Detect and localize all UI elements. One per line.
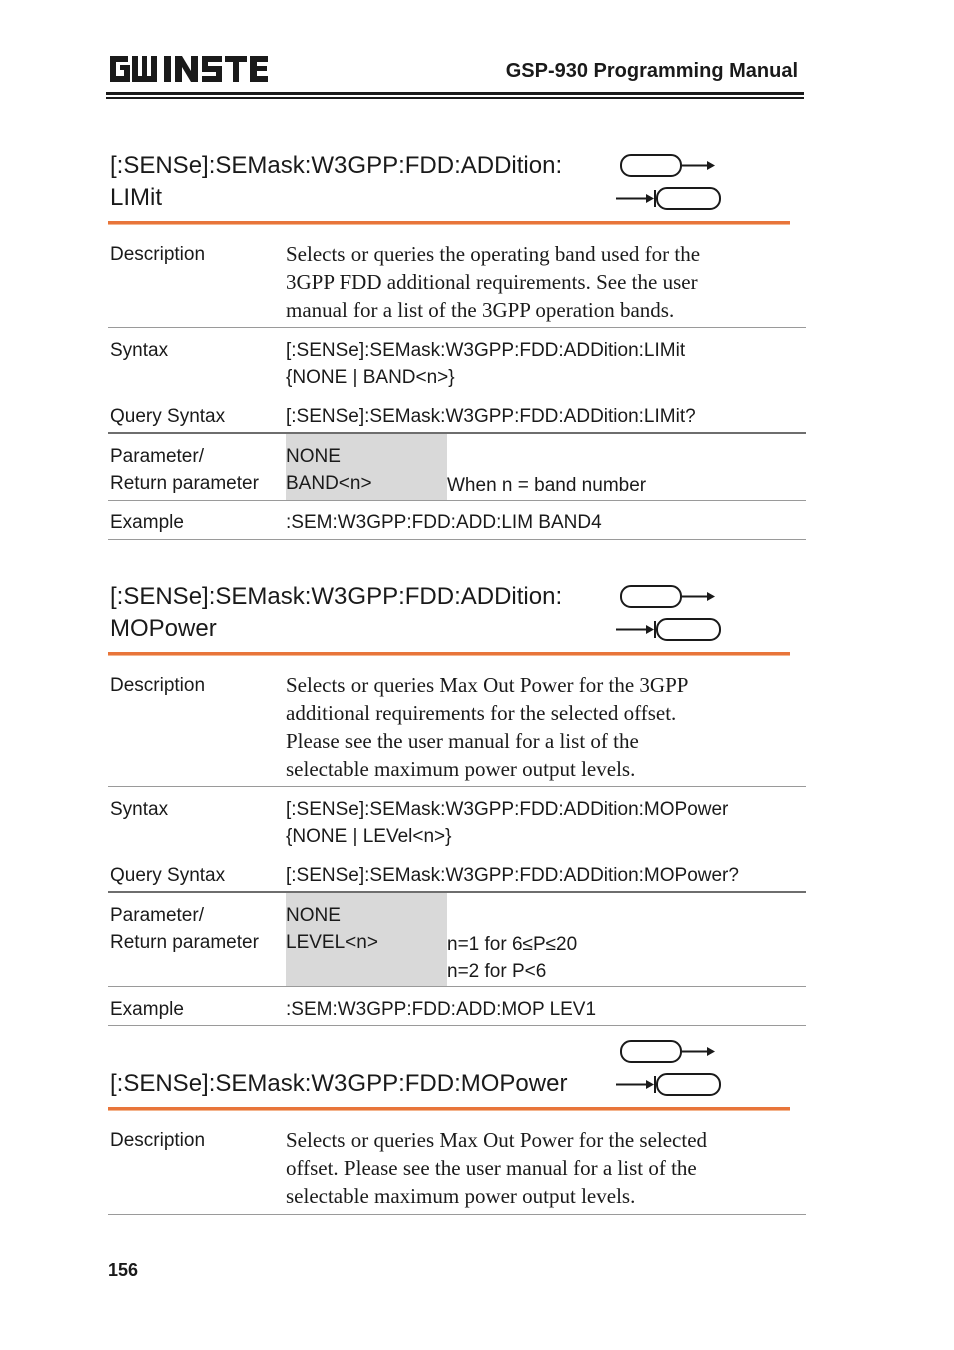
set-query-icon bbox=[614, 581, 724, 643]
parameter-values: NONE BAND<n> bbox=[286, 446, 372, 494]
row-divider bbox=[108, 1214, 806, 1215]
row-divider bbox=[108, 1025, 806, 1026]
example-label: Example bbox=[110, 999, 184, 1020]
parameter-label: Parameter/ Return parameter bbox=[110, 905, 259, 953]
query-command-icon bbox=[616, 1074, 720, 1095]
header-rule bbox=[106, 92, 804, 95]
parameter-label: Parameter/ Return parameter bbox=[110, 446, 259, 494]
parameter-note: n=1 for 6≤P≤20 n=2 for P<6 bbox=[447, 934, 578, 982]
command-title: [:SENSe]:SEMask:W3GPP:FDD:ADDition: LIMit bbox=[110, 152, 563, 211]
set-command-icon bbox=[621, 155, 715, 176]
example-label: Example bbox=[110, 512, 184, 533]
gw-instek-logo bbox=[108, 52, 280, 86]
row-divider bbox=[108, 786, 806, 787]
example-text: :SEM:W3GPP:FDD:ADD:MOP LEV1 bbox=[286, 999, 597, 1020]
set-query-icon bbox=[614, 1036, 724, 1098]
section-rule bbox=[108, 1107, 790, 1110]
row-divider bbox=[108, 986, 806, 987]
syntax-label: Syntax bbox=[110, 799, 169, 820]
header-rule-thin bbox=[106, 97, 804, 99]
description-label: Description bbox=[110, 244, 206, 265]
syntax-text: [:SENSe]:SEMask:W3GPP:FDD:ADDition:MOPower {NONE | LEVel<n>} bbox=[286, 799, 729, 847]
parameter-note: When n = band number bbox=[447, 475, 647, 496]
parameter-values: NONE LEVEL<n> bbox=[286, 905, 378, 953]
query-syntax-text: [:SENSe]:SEMask:W3GPP:FDD:ADDition:LIMit? bbox=[286, 406, 696, 427]
query-command-icon bbox=[616, 619, 720, 640]
command-title: [:SENSe]:SEMask:W3GPP:FDD:ADDition: MOPower bbox=[110, 583, 563, 642]
row-divider bbox=[108, 539, 806, 540]
row-divider bbox=[108, 891, 806, 893]
command-title: [:SENSe]:SEMask:W3GPP:FDD:MOPower bbox=[110, 1070, 568, 1097]
description-text: Selects or queries the operating band used for the 3GPP FDD additional requirements. See the user manual for a list of the 3GPP operation bands. bbox=[286, 242, 701, 322]
set-command-icon bbox=[621, 1041, 715, 1062]
section-rule bbox=[108, 652, 790, 655]
description-text: Selects or queries Max Out Power for the selected offset. Please see the user manual for a list of the selectable maximum power output levels. bbox=[286, 1128, 708, 1208]
query-syntax-label: Query Syntax bbox=[110, 406, 226, 427]
example-text: :SEM:W3GPP:FDD:ADD:LIM BAND4 bbox=[286, 512, 602, 533]
manual-title: GSP-930 Programming Manual bbox=[505, 60, 798, 82]
row-divider bbox=[108, 500, 806, 501]
query-syntax-text: [:SENSe]:SEMask:W3GPP:FDD:ADDition:MOPower? bbox=[286, 865, 739, 886]
row-divider bbox=[108, 327, 806, 328]
svg-text:GW INSTEK: GW INSTEK bbox=[108, 52, 114, 53]
description-label: Description bbox=[110, 675, 206, 696]
page-number: 156 bbox=[108, 1260, 139, 1280]
row-divider bbox=[108, 432, 806, 434]
description-label: Description bbox=[110, 1130, 206, 1151]
syntax-label: Syntax bbox=[110, 340, 169, 361]
set-command-icon bbox=[621, 586, 715, 607]
description-text: Selects or queries Max Out Power for the 3GPP additional requirements for the selected offset. Please see the user manual for a list of the selectable maximum power output levels. bbox=[286, 673, 689, 781]
query-command-icon bbox=[616, 188, 720, 209]
section-rule bbox=[108, 221, 790, 224]
set-query-icon bbox=[614, 150, 724, 212]
syntax-text: [:SENSe]:SEMask:W3GPP:FDD:ADDition:LIMit {NONE | BAND<n>} bbox=[286, 340, 686, 388]
query-syntax-label: Query Syntax bbox=[110, 865, 226, 886]
